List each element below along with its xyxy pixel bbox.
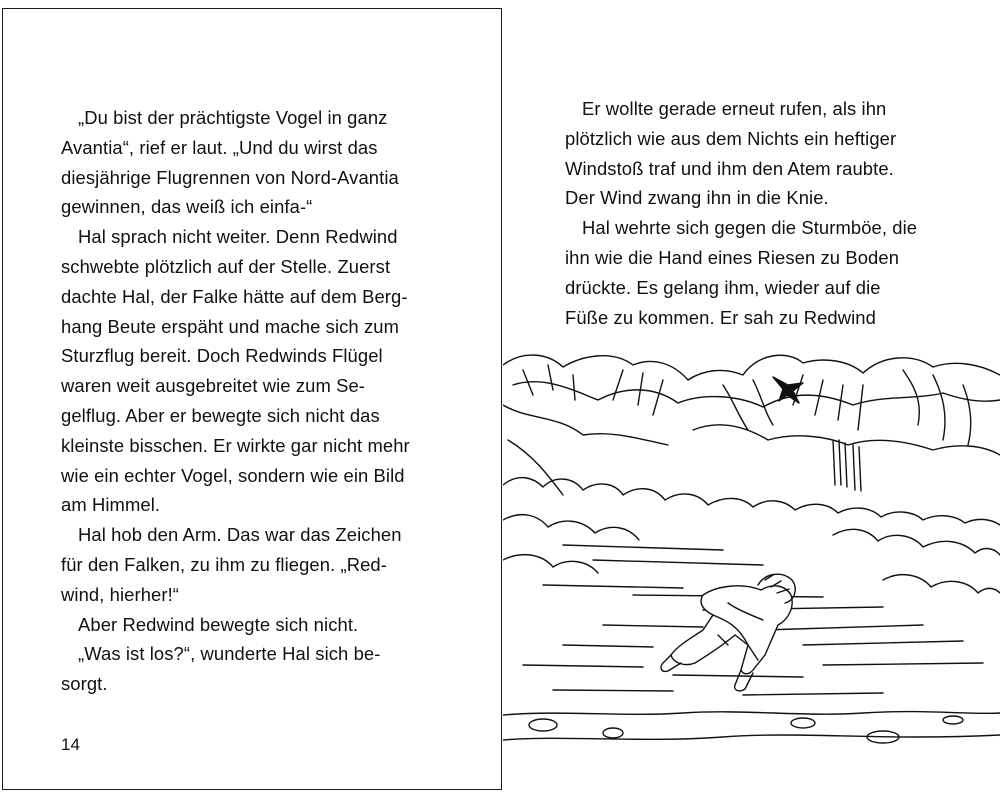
text-line: ihn wie die Hand eines Riesen zu Boden: [565, 246, 900, 268]
figure-hal: [671, 586, 792, 674]
text-line: Hal wehrte sich gegen die Sturmböe, die: [582, 217, 918, 239]
text-line: Hal hob den Arm. Das war das Zeichen: [78, 524, 402, 546]
text-line: dachte Hal, der Falke hätte auf dem Berg-: [61, 285, 408, 307]
text-line: Sturzflug bereit. Doch Redwinds Flügel: [61, 345, 383, 367]
text-line: Füße zu kommen. Er sah zu Redwind: [565, 306, 876, 328]
text-line: wind, hierher!“: [61, 583, 180, 605]
text-line: kleinste bisschen. Er wirkte gar nicht mehr: [61, 434, 410, 456]
text-line: gelflug. Aber er bewegte sich nicht das: [61, 404, 380, 426]
text-line: Avantia“, rief er laut. „Und du wirst das: [61, 136, 378, 158]
mountain-outline: [503, 355, 1000, 380]
text-line: wie ein echter Vogel, sondern wie ein Bild: [61, 464, 405, 486]
text-line: Windstoß traf und ihm den Atem raubte.: [565, 157, 894, 179]
text-line: Der Wind zwang ihn in die Knie.: [565, 187, 829, 209]
text-line: schwebte plötzlich auf der Stelle. Zuerst: [61, 255, 391, 277]
text-line: für den Falken, zu ihm zu fliegen. „Red-: [61, 553, 387, 575]
text-line: gewinnen, das weiß ich einfa-“: [61, 196, 313, 218]
left-page: [2, 8, 502, 790]
text-line: waren weit ausgebreitet wie zum Se-: [61, 375, 366, 397]
left-page-text: [61, 103, 481, 699]
text-line: plötzlich wie aus dem Nichts ein heftiger: [565, 127, 897, 149]
page-number: 14: [61, 735, 80, 754]
text-line: „Du bist der prächtigste Vogel in ganz: [78, 107, 388, 128]
text-line: diesjährige Flugrennen von Nord-Avantia: [61, 166, 399, 188]
text-line: drückte. Es gelang ihm, wieder auf die: [565, 276, 881, 298]
text-line: hang Beute erspäht und mache sich zum: [61, 315, 399, 337]
right-page: [503, 0, 1000, 800]
text-line: „Was ist los?“, wunderte Hal sich be-: [78, 643, 381, 665]
storm-illustration: [503, 345, 1000, 760]
right-page-text: [565, 94, 985, 332]
text-line: Aber Redwind bewegte sich nicht.: [78, 613, 359, 635]
text-line: Hal sprach nicht weiter. Denn Redwind: [78, 226, 398, 248]
text-line: sorgt.: [61, 673, 108, 695]
text-line: Er wollte gerade erneut rufen, als ihn: [582, 98, 887, 119]
text-line: am Himmel.: [61, 494, 161, 516]
